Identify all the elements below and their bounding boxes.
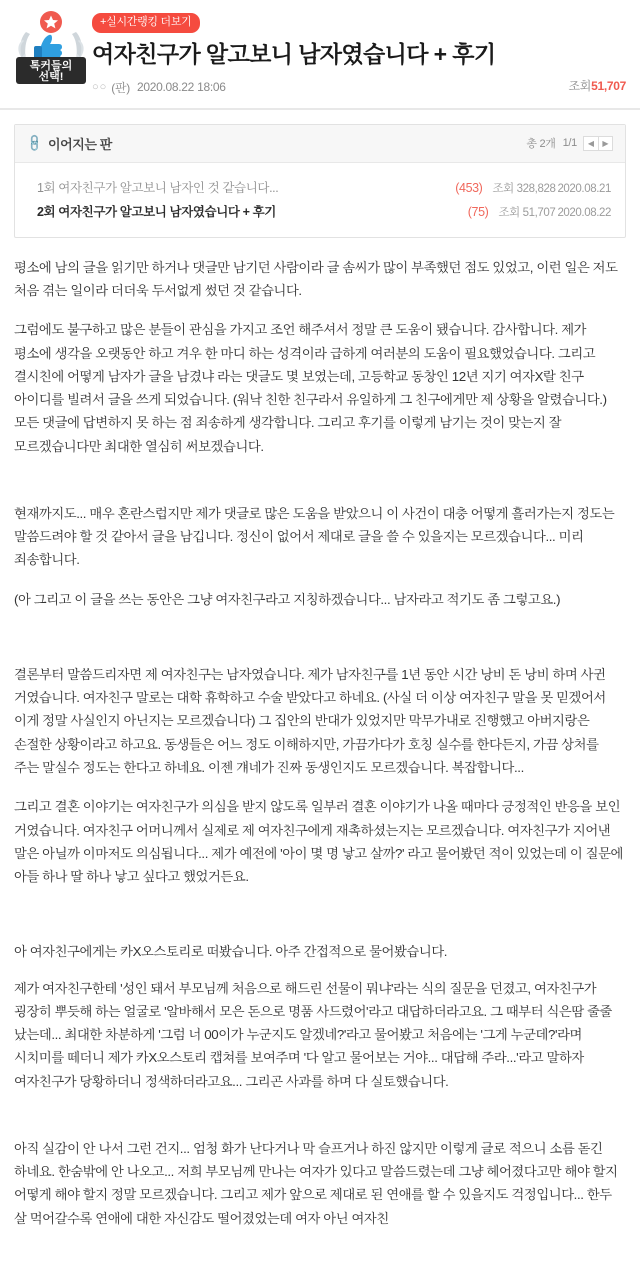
- emblem-line1-text: 톡커들의: [29, 60, 73, 72]
- post-date: 2020.08.22 18:06: [136, 80, 226, 95]
- series-section: [0, 110, 640, 238]
- header-main: [88, 10, 626, 96]
- emblem-line2-text: 선택!: [38, 71, 64, 83]
- view-count-value: 51,707: [591, 78, 626, 93]
- link-icon: 🔗: [24, 133, 45, 154]
- post-content: [0, 238, 640, 1286]
- series-item-date: 2020.08.21: [557, 182, 611, 195]
- paragraph: 아직 실감이 안 나서 그런 건지... 엄청 화가 난다거나 막 슬프거나 하진 않지만 이렇게 글로 적으니 소름 돋긴 하네요. 한숨밖에 안 나오고... 저희 부모님께 만나는 여자가 있다고 말씀드렸는데 그냥 헤어졌다고만 해야 할지 어떻게 해야 할지 정말 모르겠습니다. 그리고 제가 앞으로 제대로 된 연애를 할 수 있을지도 걱정입니다... 한두 살 먹어갈수록 연애에 대한 자신감도 떨어졌었는데 여자 아닌 여자친: [14, 1140, 618, 1226]
- post-header: [0, 0, 640, 110]
- meta-dots-icon: ○○: [92, 81, 108, 94]
- paragraph: 평소에 남의 글을 읽기만 하거나 댓글만 남기던 사람이라 글 솜씨가 많이 부족했던 점도 있었고, 이런 일은 저도 처음 겪는 일이라 더더욱 두서없게 썼던 것 같습니다.: [14, 259, 618, 299]
- paragraph: 그리고 결혼 이야기는 여자친구가 의심을 받지 않도록 일부러 결혼 이야기가 나올 때마다 긍정적인 반응을 보인 거였습니다. 여자친구 어머니께서 실제로 제 여자친구에게 재촉하셨는지는 모르겠습니다. 여자친구가 지어낸 말은 아닐까 이마저도 의심됩니다... 제가 예전에 '아이 몇 명 낳고 살까?' 라고 물어봤던 적이 있었는데 이 질문에 아들 하나 딸 하나 낳고 싶다고 했었거든요.: [14, 799, 623, 885]
- series-item-comment-count: (453): [455, 180, 483, 195]
- series-item-title[interactable]: 1회 여자친구가 알고보니 남자인 것 같습니다...: [37, 180, 279, 195]
- series-total: 총 2개: [526, 138, 556, 151]
- series-item-date: 2020.08.22: [557, 206, 611, 219]
- list-item[interactable]: [15, 175, 625, 199]
- series-paging: [526, 135, 613, 151]
- series-prev-button[interactable]: ◀: [583, 136, 598, 151]
- series-item-views: 조회 51,707: [498, 206, 556, 219]
- paragraph: 결론부터 말씀드리자면 제 여자친구는 남자였습니다. 제가 남자친구를 1년 동안 시간 낭비 돈 낭비 하며 사귄 거였습니다. 여자친구 말로는 대학 휴학하고 수술 받았다고 하네요. (사실 더 이상 여자친구 말을 못 믿겠어서 이게 정말 사실인지 아닌지는 모르겠습니다) 그 집안의 반대가 있었지만 막무가내로 진행했고 아버지랑은 손절한 상황이라고 하고요. 동생들은 어느 정도 이해하지만, 가끔가다가 호칭 실수를 한다든지, 가끔 상처를 주는 말실수 정도는 한다고 하네요. 이젠 걔네가 진짜 동생인지도 모르겠습니다. 복잡합니다...: [14, 666, 606, 775]
- paragraph: 제가 여자친구한테 '성인 돼서 부모님께 처음으로 해드린 선물이 뭐냐'라는 식의 질문을 던졌고, 여자친구가 굉장히 뿌듯해 하는 얼굴로 '알바해서 모은 돈으로 명품 사드렸어'라고 대답하더라고요. 그 때부터 식은땀 줄줄 났는데... 최대한 차분하게 '그럼 너 00이가 누군지도 알겠네?'라고 물어봤고 처음에는 '그게 누군데?'라며 시치미를 떼더니 제가 카X오스토리 캡쳐를 보여주며 '다 알고 물어보는 거야... 대답해 주라...'라고 말하자 여자친구가 당황하더니 정색하더라고요... 그리곤 사과를 하며 다 실토했습니다.: [14, 980, 612, 1089]
- realtime-ranking-badge[interactable]: +실시간랭킹 더보기: [92, 13, 200, 33]
- series-item-views: 조회 328,828: [492, 182, 556, 195]
- series-header: [15, 125, 625, 163]
- list-item[interactable]: [15, 199, 625, 223]
- series-box: [14, 124, 626, 238]
- view-count-label: 조회: [568, 78, 592, 93]
- series-page-number: 1/1: [562, 137, 577, 150]
- series-item-title[interactable]: 2회 여자친구가 알고보니 남자였습니다 + 후기: [37, 204, 276, 219]
- series-item-comment-count: (75): [467, 204, 489, 219]
- view-count: [569, 77, 627, 94]
- post-meta: [92, 79, 626, 96]
- series-title: 이어지는 판: [47, 136, 112, 152]
- best-pick-emblem: [14, 10, 88, 88]
- page-title: 여자친구가 알고보니 남자였습니다 + 후기: [92, 41, 496, 67]
- paragraph: 현재까지도... 매우 혼란스럽지만 제가 댓글로 많은 도움을 받았으니 이 사건이 대충 어떻게 흘러가는지 정도는 말씀드려야 할 것 같아서 글을 남깁니다. 정신이 없어서 제대로 글을 쓸 수 있을지는 모르겠습니다... 미리 죄송합니다.: [14, 505, 615, 568]
- board-name[interactable]: (판): [111, 80, 130, 95]
- paragraph: (아 그리고 이 글을 쓰는 동안은 그냥 여자친구라고 지칭하겠습니다... 남자라고 적기도 좀 그렇고요.): [14, 591, 561, 607]
- series-next-button[interactable]: ▶: [598, 136, 613, 151]
- emblem-icon: [14, 10, 88, 88]
- header-row: [14, 10, 626, 96]
- series-list: [15, 163, 625, 237]
- paragraph: 아 여자친구에게는 카X오스토리로 떠봤습니다. 아주 간접적으로 물어봤습니다.: [14, 944, 448, 960]
- paragraph: 그럼에도 불구하고 많은 분들이 관심을 가지고 조언 해주셔서 정말 큰 도움이 됐습니다. 감사합니다. 제가 평소에 생각을 오랫동안 하고 겨우 한 마디 하는 성격이라 급하게 여러분의 도움이 필요했었습니다. 그리고 결시친에 어떻게 남자가 글을 남겼냐 라는 댓글도 몇 보였는데, 고등학교 동창인 12년 지기 여자X랄 친구 아이디를 빌려서 글을 쓰게 되었습니다. (워낙 친한 친구라서 유일하게 그 친구에게만 제 상황을 알렸습니다.) 모든 댓글에 답변하지 못 하는 점 죄송하게 생각합니다. 그리고 후기를 이렇게 남기는 것이 맞는지 잘 모르겠습니다만 최대한 열심히 써보겠습니다.: [14, 322, 607, 454]
